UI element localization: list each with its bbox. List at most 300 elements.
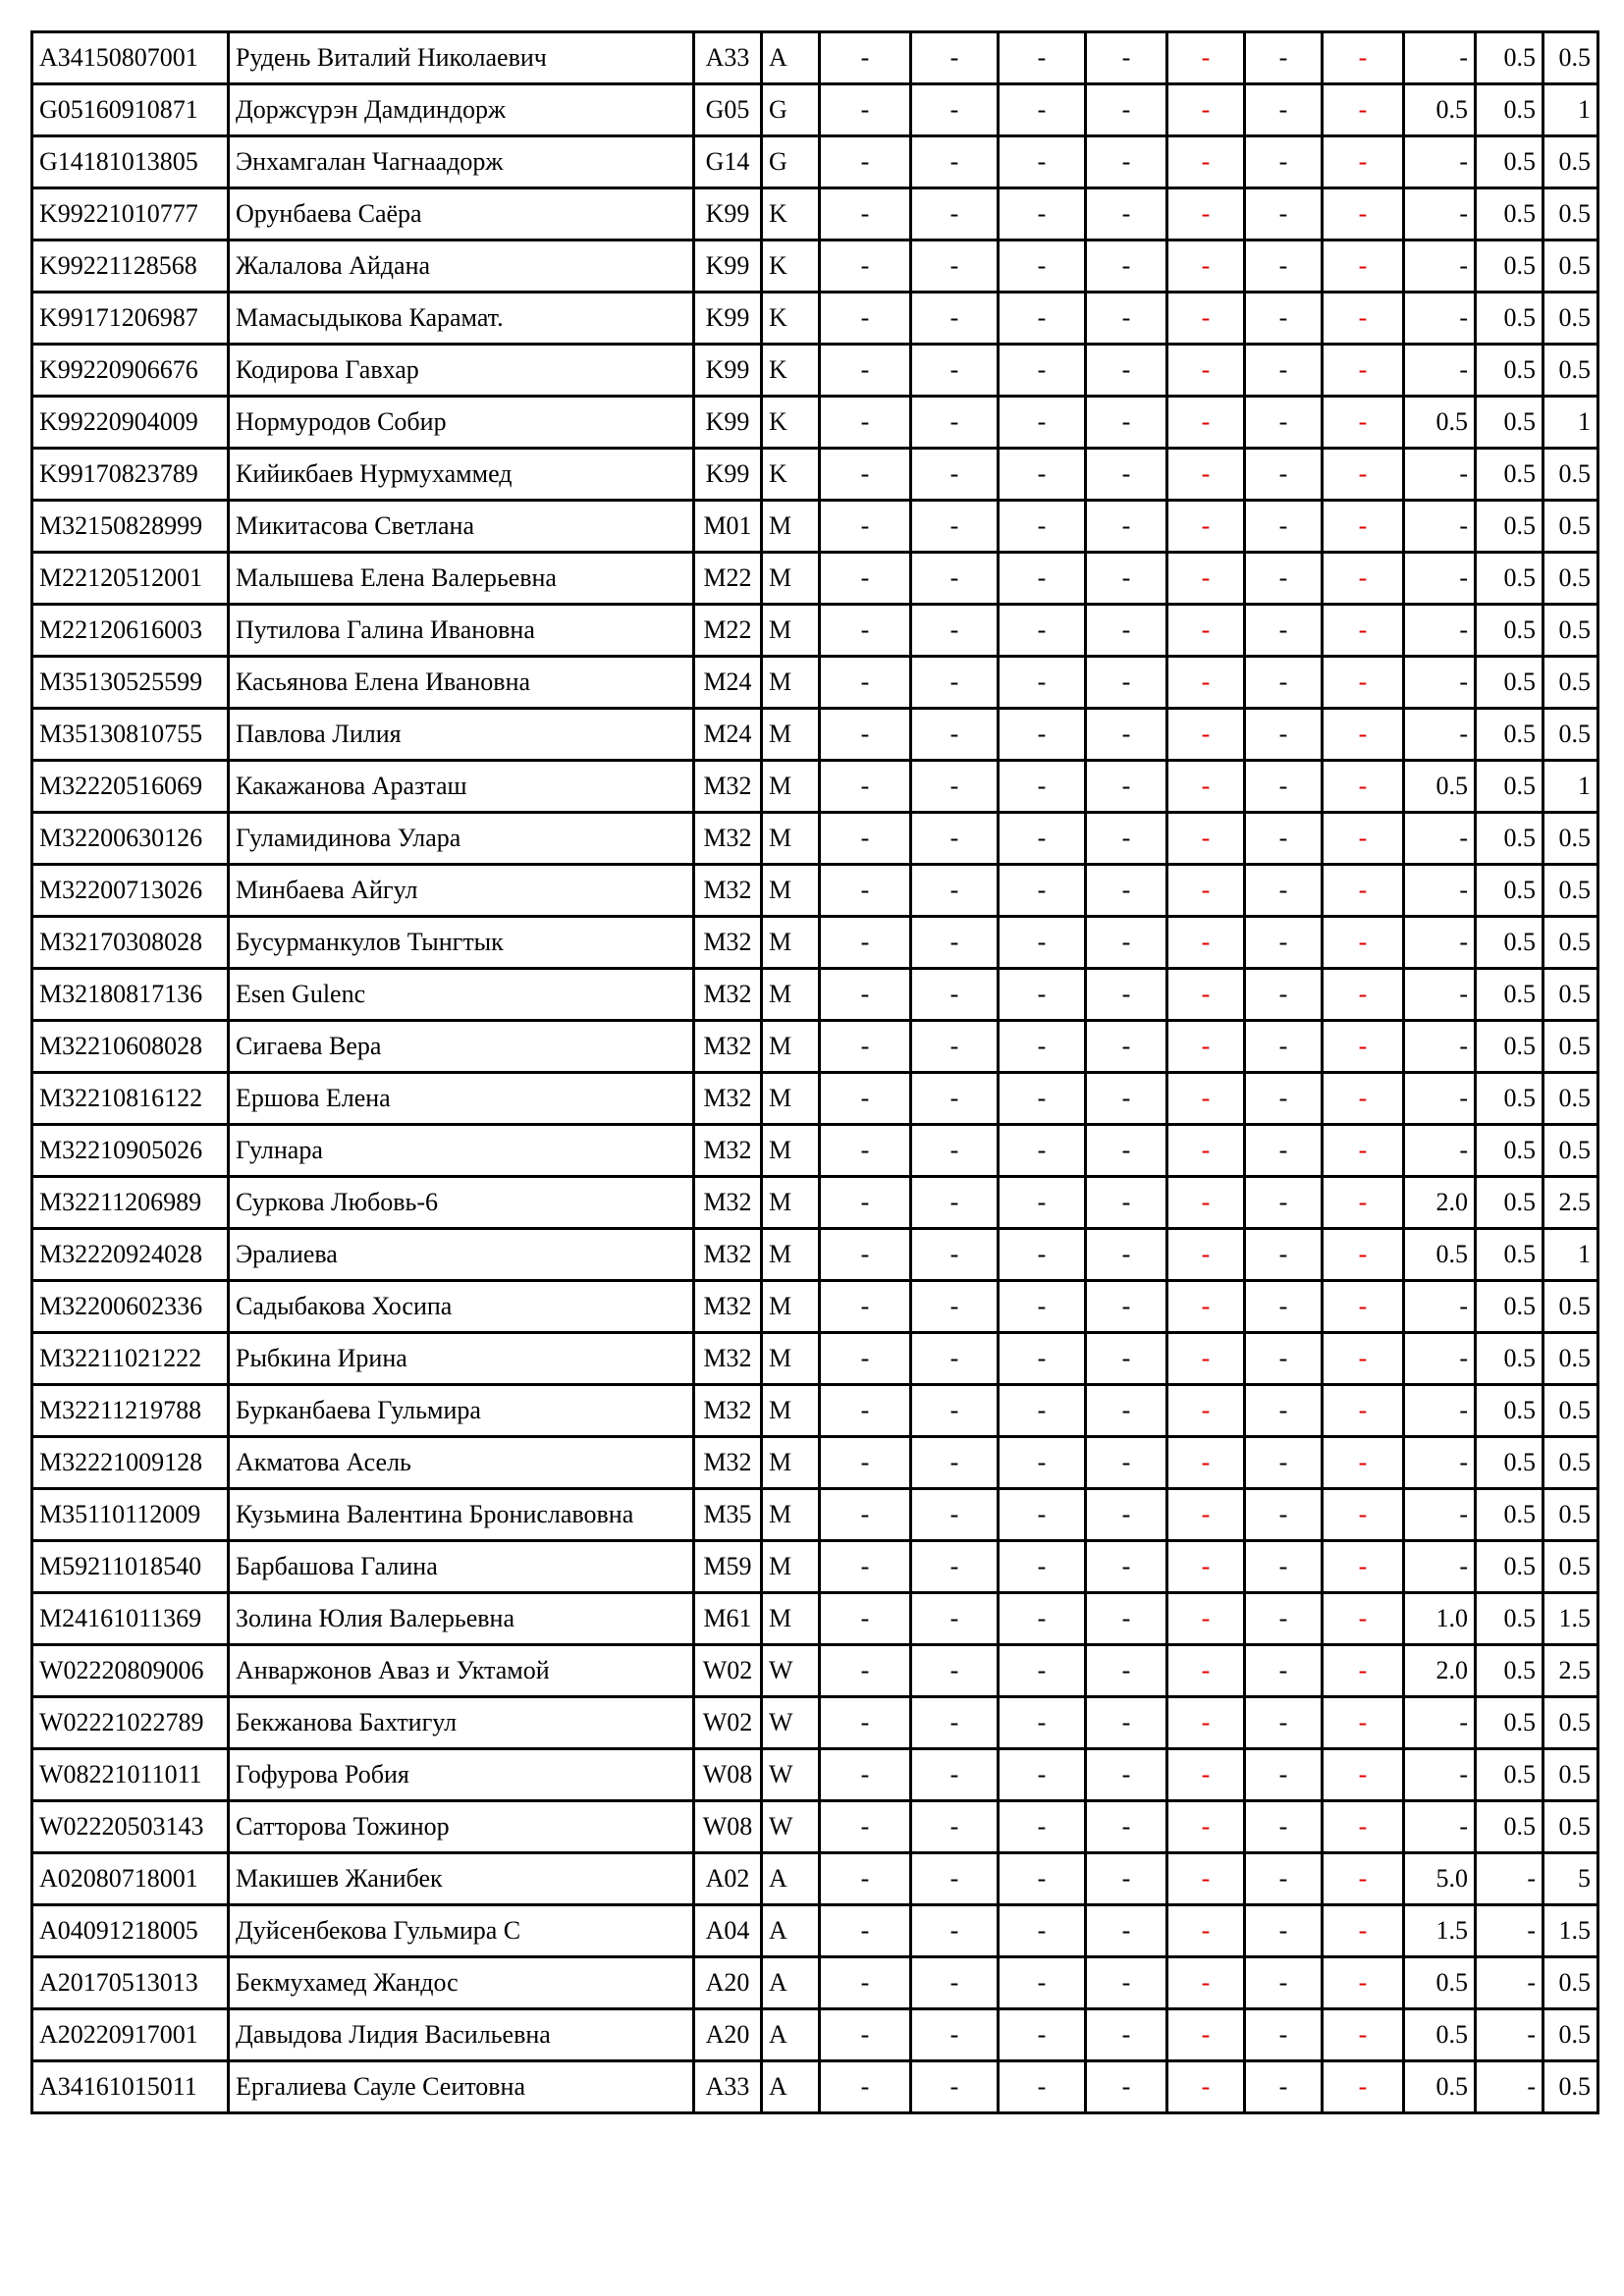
name-cell: Рудень Виталий Николаевич [229, 32, 694, 84]
id-cell: M32220516069 [32, 761, 229, 813]
table-row [32, 1177, 1598, 1229]
code-cell: M32 [694, 1073, 762, 1125]
col-6-cell: - [911, 1801, 999, 1853]
col-13-cell: 0.5 [1476, 1593, 1543, 1645]
col-9-cell: - [1167, 1853, 1245, 1905]
col-9-cell: - [1167, 84, 1245, 136]
col-7-cell: - [999, 1697, 1086, 1749]
col-6-cell: - [911, 188, 999, 240]
col-5-cell: - [820, 1177, 911, 1229]
col-7-cell: - [999, 813, 1086, 865]
col-13-cell: 0.5 [1476, 1333, 1543, 1385]
group-cell: M [762, 1593, 820, 1645]
group-cell: K [762, 240, 820, 293]
name-cell: Бурканбаева Гульмира [229, 1385, 694, 1437]
col-8-cell: - [1086, 1489, 1167, 1541]
group-cell: M [762, 501, 820, 553]
col-7-cell: - [999, 1125, 1086, 1177]
group-cell: W [762, 1749, 820, 1801]
group-cell: W [762, 1697, 820, 1749]
col-10-cell: - [1245, 1905, 1323, 1957]
col-9-cell: - [1167, 240, 1245, 293]
total-cell: 2.5 [1543, 1177, 1598, 1229]
group-cell: A [762, 1853, 820, 1905]
col-9-cell: - [1167, 345, 1245, 397]
col-5-cell: - [820, 1333, 911, 1385]
table-row [32, 1801, 1598, 1853]
table-row [32, 84, 1598, 136]
name-cell: Гофурова Робия [229, 1749, 694, 1801]
total-cell: 1 [1543, 1229, 1598, 1281]
id-cell: A20220917001 [32, 2009, 229, 2061]
id-cell: M22120616003 [32, 605, 229, 657]
table-row [32, 969, 1598, 1021]
id-cell: M32200713026 [32, 865, 229, 917]
col-6-cell: - [911, 1489, 999, 1541]
group-cell: M [762, 813, 820, 865]
col-6-cell: - [911, 501, 999, 553]
col-8-cell: - [1086, 345, 1167, 397]
col-13-cell: - [1476, 1905, 1543, 1957]
col-10-cell: - [1245, 1697, 1323, 1749]
group-cell: M [762, 1489, 820, 1541]
code-cell: G14 [694, 136, 762, 188]
name-cell: Какажанова Аразташ [229, 761, 694, 813]
name-cell: Esen Gulenc [229, 969, 694, 1021]
col-9-cell: - [1167, 1645, 1245, 1697]
total-cell: 0.5 [1543, 813, 1598, 865]
name-cell: Рыбкина Ирина [229, 1333, 694, 1385]
group-cell: K [762, 397, 820, 449]
col-10-cell: - [1245, 188, 1323, 240]
col-12-cell: 1.0 [1404, 1593, 1476, 1645]
col-8-cell: - [1086, 501, 1167, 553]
total-cell: 1 [1543, 84, 1598, 136]
col-8-cell: - [1086, 2009, 1167, 2061]
table-row [32, 1073, 1598, 1125]
col-9-cell: - [1167, 1489, 1245, 1541]
col-6-cell: - [911, 1645, 999, 1697]
col-11-cell: - [1323, 1749, 1404, 1801]
name-cell: Макишев Жанибек [229, 1853, 694, 1905]
col-13-cell: 0.5 [1476, 345, 1543, 397]
col-5-cell: - [820, 188, 911, 240]
col-12-cell: - [1404, 1801, 1476, 1853]
col-6-cell: - [911, 1073, 999, 1125]
id-cell: M32200630126 [32, 813, 229, 865]
table-row [32, 657, 1598, 709]
col-5-cell: - [820, 1073, 911, 1125]
col-5-cell: - [820, 605, 911, 657]
col-6-cell: - [911, 345, 999, 397]
col-13-cell: 0.5 [1476, 1125, 1543, 1177]
col-6-cell: - [911, 1593, 999, 1645]
code-cell: M32 [694, 1021, 762, 1073]
col-12-cell: - [1404, 1021, 1476, 1073]
col-6-cell: - [911, 917, 999, 969]
col-12-cell: - [1404, 1125, 1476, 1177]
col-11-cell: - [1323, 1177, 1404, 1229]
col-8-cell: - [1086, 1541, 1167, 1593]
code-cell: M22 [694, 605, 762, 657]
col-11-cell: - [1323, 969, 1404, 1021]
col-7-cell: - [999, 449, 1086, 501]
col-8-cell: - [1086, 1021, 1167, 1073]
col-9-cell: - [1167, 293, 1245, 345]
col-10-cell: - [1245, 2061, 1323, 2113]
col-6-cell: - [911, 240, 999, 293]
id-cell: K99220906676 [32, 345, 229, 397]
id-cell: M32211206989 [32, 1177, 229, 1229]
group-cell: W [762, 1645, 820, 1697]
col-5-cell: - [820, 1489, 911, 1541]
col-13-cell: 0.5 [1476, 240, 1543, 293]
name-cell: Гулнара [229, 1125, 694, 1177]
col-11-cell: - [1323, 709, 1404, 761]
code-cell: K99 [694, 345, 762, 397]
col-12-cell: - [1404, 1281, 1476, 1333]
table-row [32, 345, 1598, 397]
total-cell: 0.5 [1543, 293, 1598, 345]
col-9-cell: - [1167, 865, 1245, 917]
group-cell: A [762, 32, 820, 84]
col-9-cell: - [1167, 1749, 1245, 1801]
name-cell: Кодирова Гавхар [229, 345, 694, 397]
col-12-cell: - [1404, 865, 1476, 917]
col-6-cell: - [911, 2009, 999, 2061]
col-12-cell: - [1404, 293, 1476, 345]
col-11-cell: - [1323, 1489, 1404, 1541]
col-10-cell: - [1245, 2009, 1323, 2061]
total-cell: 0.5 [1543, 709, 1598, 761]
col-5-cell: - [820, 657, 911, 709]
col-6-cell: - [911, 1385, 999, 1437]
col-11-cell: - [1323, 865, 1404, 917]
col-10-cell: - [1245, 761, 1323, 813]
name-cell: Ергалиева Сауле Сеитовна [229, 2061, 694, 2113]
total-cell: 0.5 [1543, 1385, 1598, 1437]
code-cell: M24 [694, 657, 762, 709]
col-5-cell: - [820, 1229, 911, 1281]
table-row [32, 709, 1598, 761]
col-8-cell: - [1086, 84, 1167, 136]
col-5-cell: - [820, 1853, 911, 1905]
name-cell: Бекмухамед Жандос [229, 1957, 694, 2009]
table-row [32, 449, 1598, 501]
col-7-cell: - [999, 32, 1086, 84]
col-10-cell: - [1245, 605, 1323, 657]
col-11-cell: - [1323, 136, 1404, 188]
table-row [32, 917, 1598, 969]
code-cell: A04 [694, 1905, 762, 1957]
col-6-cell: - [911, 1957, 999, 2009]
group-cell: M [762, 969, 820, 1021]
col-5-cell: - [820, 2061, 911, 2113]
col-9-cell: - [1167, 969, 1245, 1021]
total-cell: 0.5 [1543, 1541, 1598, 1593]
col-13-cell: 0.5 [1476, 761, 1543, 813]
col-10-cell: - [1245, 1437, 1323, 1489]
col-5-cell: - [820, 917, 911, 969]
code-cell: M32 [694, 917, 762, 969]
col-5-cell: - [820, 397, 911, 449]
col-11-cell: - [1323, 761, 1404, 813]
col-9-cell: - [1167, 553, 1245, 605]
col-7-cell: - [999, 240, 1086, 293]
col-9-cell: - [1167, 1593, 1245, 1645]
col-11-cell: - [1323, 1125, 1404, 1177]
id-cell: M35130525599 [32, 657, 229, 709]
col-13-cell: - [1476, 2009, 1543, 2061]
col-13-cell: 0.5 [1476, 813, 1543, 865]
total-cell: 0.5 [1543, 2009, 1598, 2061]
col-5-cell: - [820, 969, 911, 1021]
col-7-cell: - [999, 761, 1086, 813]
col-12-cell: 2.0 [1404, 1177, 1476, 1229]
group-cell: A [762, 2009, 820, 2061]
col-10-cell: - [1245, 1177, 1323, 1229]
id-cell: M32170308028 [32, 917, 229, 969]
name-cell: Сатторова Тожинор [229, 1801, 694, 1853]
total-cell: 0.5 [1543, 969, 1598, 1021]
total-cell: 0.5 [1543, 1437, 1598, 1489]
name-cell: Кийикбаев Нурмухаммед [229, 449, 694, 501]
total-cell: 0.5 [1543, 1489, 1598, 1541]
table-row [32, 813, 1598, 865]
col-12-cell: 5.0 [1404, 1853, 1476, 1905]
total-cell: 0.5 [1543, 136, 1598, 188]
col-8-cell: - [1086, 1385, 1167, 1437]
col-5-cell: - [820, 136, 911, 188]
col-9-cell: - [1167, 709, 1245, 761]
col-12-cell: - [1404, 813, 1476, 865]
col-13-cell: 0.5 [1476, 1385, 1543, 1437]
col-12-cell: - [1404, 501, 1476, 553]
id-cell: K99171206987 [32, 293, 229, 345]
col-9-cell: - [1167, 1437, 1245, 1489]
col-5-cell: - [820, 32, 911, 84]
code-cell: A02 [694, 1853, 762, 1905]
group-cell: M [762, 1177, 820, 1229]
col-7-cell: - [999, 188, 1086, 240]
col-13-cell: 0.5 [1476, 917, 1543, 969]
col-7-cell: - [999, 293, 1086, 345]
code-cell: K99 [694, 293, 762, 345]
col-11-cell: - [1323, 1645, 1404, 1697]
col-8-cell: - [1086, 1593, 1167, 1645]
table-row [32, 1021, 1598, 1073]
group-cell: K [762, 345, 820, 397]
col-8-cell: - [1086, 1073, 1167, 1125]
col-8-cell: - [1086, 1437, 1167, 1489]
col-12-cell: - [1404, 1749, 1476, 1801]
group-cell: M [762, 1073, 820, 1125]
col-6-cell: - [911, 397, 999, 449]
table-row [32, 240, 1598, 293]
col-12-cell: 0.5 [1404, 1957, 1476, 2009]
table-row [32, 1385, 1598, 1437]
col-12-cell: - [1404, 345, 1476, 397]
total-cell: 0.5 [1543, 1697, 1598, 1749]
col-11-cell: - [1323, 1437, 1404, 1489]
total-cell: 0.5 [1543, 1281, 1598, 1333]
name-cell: Анваржонов Аваз и Уктамой [229, 1645, 694, 1697]
col-10-cell: - [1245, 553, 1323, 605]
id-cell: M32150828999 [32, 501, 229, 553]
col-13-cell: 0.5 [1476, 1697, 1543, 1749]
col-6-cell: - [911, 1905, 999, 1957]
col-5-cell: - [820, 449, 911, 501]
col-9-cell: - [1167, 1281, 1245, 1333]
col-12-cell: 0.5 [1404, 761, 1476, 813]
col-13-cell: 0.5 [1476, 188, 1543, 240]
total-cell: 0.5 [1543, 865, 1598, 917]
col-11-cell: - [1323, 84, 1404, 136]
col-10-cell: - [1245, 32, 1323, 84]
id-cell: M32200602336 [32, 1281, 229, 1333]
col-7-cell: - [999, 84, 1086, 136]
group-cell: G [762, 136, 820, 188]
col-9-cell: - [1167, 1125, 1245, 1177]
total-cell: 1 [1543, 397, 1598, 449]
id-cell: M35110112009 [32, 1489, 229, 1541]
col-10-cell: - [1245, 917, 1323, 969]
group-cell: M [762, 761, 820, 813]
col-7-cell: - [999, 553, 1086, 605]
col-11-cell: - [1323, 657, 1404, 709]
col-7-cell: - [999, 1749, 1086, 1801]
col-9-cell: - [1167, 1957, 1245, 2009]
col-12-cell: 0.5 [1404, 2061, 1476, 2113]
col-6-cell: - [911, 761, 999, 813]
col-6-cell: - [911, 1853, 999, 1905]
total-cell: 0.5 [1543, 1021, 1598, 1073]
col-10-cell: - [1245, 709, 1323, 761]
table-row [32, 1749, 1598, 1801]
total-cell: 0.5 [1543, 1073, 1598, 1125]
table-row [32, 501, 1598, 553]
table-row [32, 1489, 1598, 1541]
col-11-cell: - [1323, 1021, 1404, 1073]
col-5-cell: - [820, 1957, 911, 2009]
total-cell: 2.5 [1543, 1645, 1598, 1697]
col-6-cell: - [911, 1697, 999, 1749]
id-cell: K99220904009 [32, 397, 229, 449]
table-row [32, 188, 1598, 240]
col-8-cell: - [1086, 553, 1167, 605]
col-6-cell: - [911, 1177, 999, 1229]
col-7-cell: - [999, 1385, 1086, 1437]
col-11-cell: - [1323, 1281, 1404, 1333]
code-cell: M32 [694, 969, 762, 1021]
group-cell: A [762, 1905, 820, 1957]
col-11-cell: - [1323, 1697, 1404, 1749]
name-cell: Давыдова Лидия Васильевна [229, 2009, 694, 2061]
col-11-cell: - [1323, 813, 1404, 865]
code-cell: M32 [694, 813, 762, 865]
col-13-cell: 0.5 [1476, 1073, 1543, 1125]
name-cell: Бекжанова Бахтигул [229, 1697, 694, 1749]
name-cell: Бусурманкулов Тынгтык [229, 917, 694, 969]
col-13-cell: 0.5 [1476, 969, 1543, 1021]
col-10-cell: - [1245, 1333, 1323, 1385]
table-row [32, 1229, 1598, 1281]
col-12-cell: - [1404, 1437, 1476, 1489]
col-10-cell: - [1245, 1125, 1323, 1177]
col-8-cell: - [1086, 1749, 1167, 1801]
col-8-cell: - [1086, 657, 1167, 709]
col-7-cell: - [999, 969, 1086, 1021]
code-cell: A33 [694, 32, 762, 84]
col-11-cell: - [1323, 240, 1404, 293]
col-7-cell: - [999, 1073, 1086, 1125]
col-12-cell: - [1404, 709, 1476, 761]
table-row [32, 1645, 1598, 1697]
col-6-cell: - [911, 1021, 999, 1073]
col-10-cell: - [1245, 1749, 1323, 1801]
code-cell: A33 [694, 2061, 762, 2113]
col-11-cell: - [1323, 1541, 1404, 1593]
table-row [32, 1125, 1598, 1177]
col-13-cell: 0.5 [1476, 709, 1543, 761]
group-cell: K [762, 188, 820, 240]
id-cell: G14181013805 [32, 136, 229, 188]
col-12-cell: - [1404, 657, 1476, 709]
col-6-cell: - [911, 1125, 999, 1177]
col-13-cell: 0.5 [1476, 136, 1543, 188]
col-8-cell: - [1086, 865, 1167, 917]
col-9-cell: - [1167, 136, 1245, 188]
col-8-cell: - [1086, 449, 1167, 501]
col-8-cell: - [1086, 32, 1167, 84]
col-12-cell: - [1404, 605, 1476, 657]
col-5-cell: - [820, 1281, 911, 1333]
col-11-cell: - [1323, 1333, 1404, 1385]
col-7-cell: - [999, 1801, 1086, 1853]
col-5-cell: - [820, 1593, 911, 1645]
col-9-cell: - [1167, 32, 1245, 84]
col-7-cell: - [999, 397, 1086, 449]
id-cell: A02080718001 [32, 1853, 229, 1905]
col-9-cell: - [1167, 2061, 1245, 2113]
col-5-cell: - [820, 1437, 911, 1489]
col-5-cell: - [820, 1801, 911, 1853]
total-cell: 0.5 [1543, 188, 1598, 240]
col-6-cell: - [911, 969, 999, 1021]
total-cell: 0.5 [1543, 1801, 1598, 1853]
total-cell: 0.5 [1543, 345, 1598, 397]
col-9-cell: - [1167, 761, 1245, 813]
col-6-cell: - [911, 657, 999, 709]
col-12-cell: - [1404, 449, 1476, 501]
id-cell: K99221128568 [32, 240, 229, 293]
id-cell: M32221009128 [32, 1437, 229, 1489]
col-11-cell: - [1323, 501, 1404, 553]
col-5-cell: - [820, 501, 911, 553]
col-13-cell: 0.5 [1476, 605, 1543, 657]
col-6-cell: - [911, 813, 999, 865]
col-8-cell: - [1086, 761, 1167, 813]
col-9-cell: - [1167, 1073, 1245, 1125]
col-13-cell: 0.5 [1476, 32, 1543, 84]
code-cell: K99 [694, 188, 762, 240]
col-9-cell: - [1167, 397, 1245, 449]
id-cell: W02221022789 [32, 1697, 229, 1749]
col-12-cell: 1.5 [1404, 1905, 1476, 1957]
name-cell: Энхамгалан Чагнаадорж [229, 136, 694, 188]
col-7-cell: - [999, 1541, 1086, 1593]
id-cell: K99170823789 [32, 449, 229, 501]
